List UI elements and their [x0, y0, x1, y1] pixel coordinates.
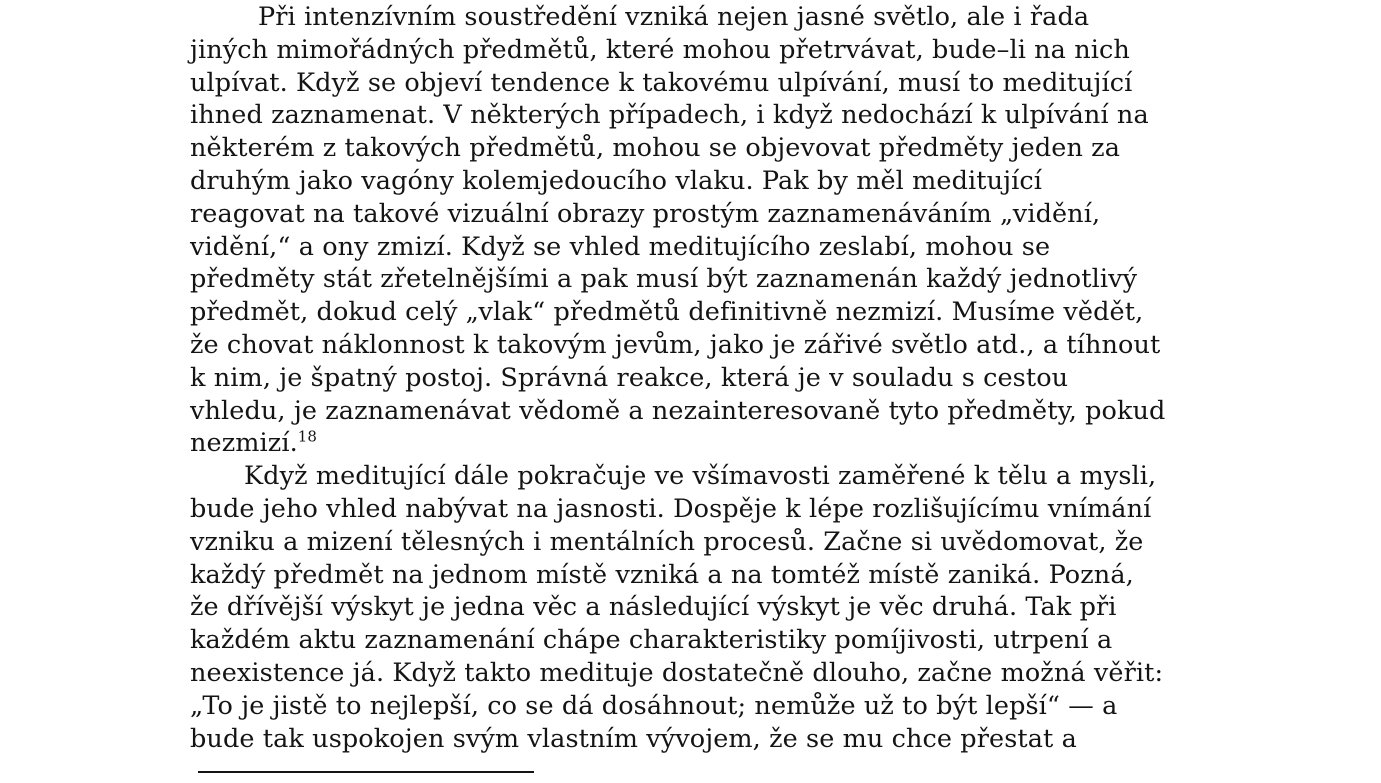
- footnote-reference: 18: [297, 427, 318, 446]
- text-line: jiných mimořádných předmětů, které mohou přetrvávat, bude–li na nich: [190, 34, 1130, 65]
- text-line: bude tak uspokojen svým vlastním vývojem, že se mu chce přestat a: [190, 723, 1077, 754]
- paragraph-2: [190, 460, 1265, 755]
- text-line: [190, 427, 1265, 460]
- text-line: vidění,“ a ony zmizí. Když se vhled meditujícího zeslabí, mohou se: [190, 231, 1051, 262]
- text-line: bude jeho vhled nabývat na jasnosti. Dospěje k lépe rozlišujícímu vnímání: [190, 493, 1152, 524]
- text-line-fragment: nezmizí.: [190, 428, 298, 459]
- text-line: neexistence já. Když takto medituje dostatečně dlouho, začne možná věřit:: [190, 657, 1164, 688]
- text-line: že dřívější výskyt je jedna věc a následující výskyt je věc druhá. Tak při: [190, 592, 1117, 623]
- text-line: ulpívat. Když se objeví tendence k takovému ulpívání, musí to meditující: [190, 67, 1133, 98]
- footnote-separator-rule: [198, 771, 534, 773]
- text-line: některém z takových předmětů, mohou se objevovat předměty jeden za: [190, 133, 1121, 164]
- text-line: předmět, dokud celý „vlak“ předmětů definitivně nezmizí. Musíme vědět,: [190, 297, 1144, 328]
- body-text: [190, 1, 1265, 755]
- text-line: k nim, je špatný postoj. Správná reakce, která je v souladu s cestou: [190, 362, 1069, 393]
- text-line: vhledu, je zaznamenávat vědomě a nezainteresovaně tyto předměty, pokud: [190, 395, 1166, 426]
- paragraph-1: [190, 1, 1265, 460]
- text-line: předměty stát zřetelnějšími a pak musí být zaznamenán každý jednotlivý: [190, 264, 1138, 295]
- text-line: každém aktu zaznamenání chápe charakteristiky pomíjivosti, utrpení a: [190, 625, 1113, 656]
- text-line: Při intenzívním soustředění vzniká nejen jasné světlo, ale i řada: [258, 2, 1090, 32]
- text-line: Když meditující dále pokračuje ve všímavosti zaměřené k tělu a mysli,: [244, 461, 1157, 492]
- text-line: „To je jistě to nejlepší, co se dá dosáhnout; nemůže už to být lepší“ — a: [190, 690, 1118, 721]
- text-line: vzniku a mizení tělesných i mentálních procesů. Začne si uvědomovat, že: [190, 526, 1144, 557]
- text-line: reagovat na takové vizuální obrazy prostým zaznamenáváním „vidění,: [190, 198, 1101, 229]
- text-line: druhým jako vagóny kolemjedoucího vlaku. Pak by měl meditující: [190, 165, 1043, 196]
- text-line: ihned zaznamenat. V některých případech, i když nedochází k ulpívání na: [190, 100, 1149, 131]
- text-line: každý předmět na jednom místě vzniká a na tomtéž místě zaniká. Pozná,: [190, 559, 1134, 590]
- text-line: že chovat náklonnost k takovým jevům, jako je zářivé světlo atd., a tíhnout: [190, 329, 1161, 360]
